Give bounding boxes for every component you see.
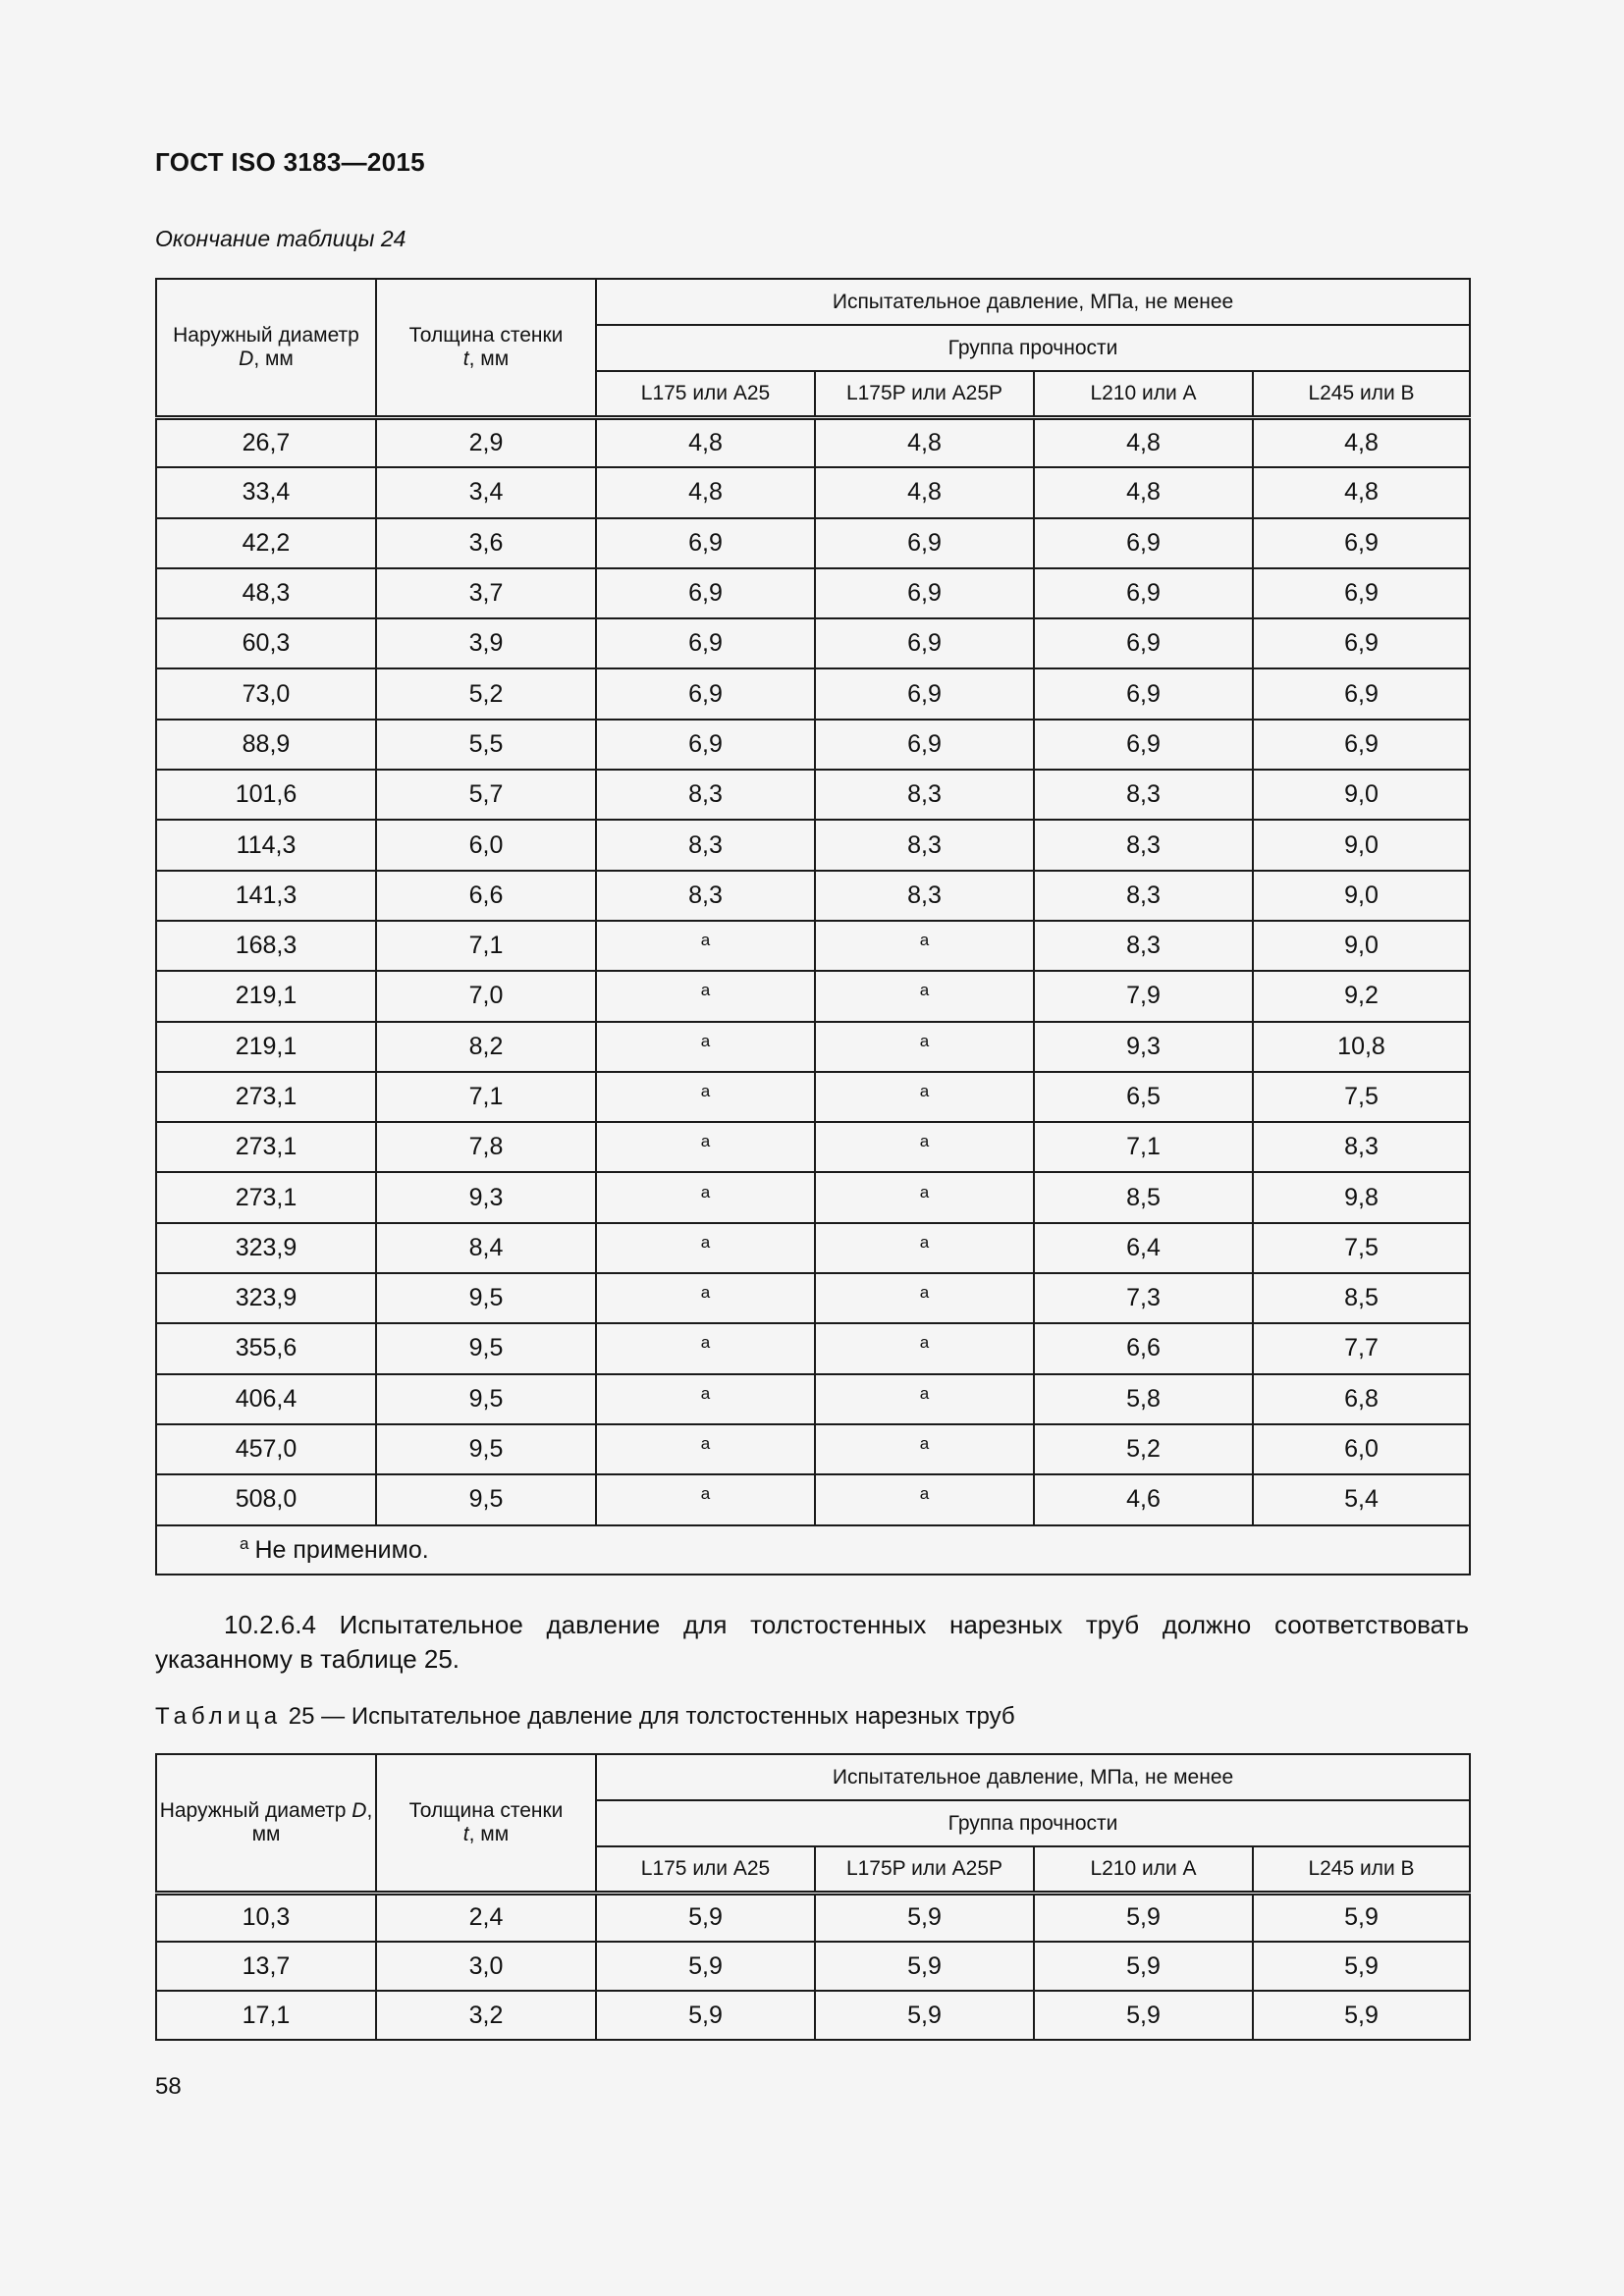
table-cell: 6,9 [596,518,815,568]
footnote-ref: a [700,1232,711,1252]
table-cell: 5,2 [1034,1424,1253,1474]
table-cell: 6,0 [376,820,596,870]
table25-body [156,1893,1470,2040]
table-cell: 219,1 [156,971,376,1021]
table-cell: 7,1 [1034,1122,1253,1172]
table-cell: 8,3 [596,770,815,820]
col-header-group: Группа прочности [596,325,1470,371]
table-cell: 273,1 [156,1072,376,1122]
table-cell: 4,8 [1253,417,1470,467]
table-cell: 457,0 [156,1424,376,1474]
table-cell [815,1424,1034,1474]
col-header-grade: L175 или A25 [596,371,815,417]
table-cell: 6,9 [1034,618,1253,668]
table-cell: 8,3 [1034,820,1253,870]
table-cell: 101,6 [156,770,376,820]
table-row [156,417,1470,467]
footnote-mark: a [240,1534,249,1554]
table-cell: 8,3 [596,871,815,921]
footnote-ref: a [919,1182,930,1201]
table25-caption: Таблица 25 — Испытательное давление для толстостенных нарезных труб [155,1703,1015,1730]
table-row [156,1072,1470,1122]
table-cell: 9,3 [1034,1022,1253,1072]
col-header-grade: L175P или A25P [815,371,1034,417]
table-cell: 7,7 [1253,1323,1470,1373]
table-cell [815,1374,1034,1424]
table-cell [596,1424,815,1474]
table-cell: 6,4 [1034,1223,1253,1273]
table-cell: 5,7 [376,770,596,820]
table-cell: 8,3 [1034,921,1253,971]
table-cell [596,1223,815,1273]
table-cell: 4,8 [1034,467,1253,517]
table-cell: 7,8 [376,1122,596,1172]
table-cell: 48,3 [156,568,376,618]
col-header-grade: L210 или A [1034,371,1253,417]
col-header-grade: L175 или A25 [596,1846,815,1893]
table-cell: 9,5 [376,1273,596,1323]
table25-header [156,1754,1470,1893]
table-row [156,1424,1470,1474]
table-cell: 8,3 [815,871,1034,921]
footnote-ref: a [919,1434,930,1454]
table-row [156,1991,1470,2040]
table-cell: 73,0 [156,668,376,719]
table-cell: 168,3 [156,921,376,971]
table-cell [815,1172,1034,1222]
table-cell [596,1022,815,1072]
footnote-ref: a [700,981,711,1000]
table-cell: 5,9 [1034,1893,1253,1942]
table-cell [596,1072,815,1122]
table-cell [815,1323,1034,1373]
table-cell [815,971,1034,1021]
table-cell: 508,0 [156,1474,376,1524]
table-cell: 5,9 [815,1991,1034,2040]
table-cell: 9,2 [1253,971,1470,1021]
footnote-ref: a [700,1031,711,1050]
table-cell: 5,9 [596,1893,815,1942]
table-row [156,618,1470,668]
footnote-ref: a [700,1333,711,1353]
table-cell: 6,5 [1034,1072,1253,1122]
table-cell: 5,8 [1034,1374,1253,1424]
table-cell [596,921,815,971]
table-cell: 9,8 [1253,1172,1470,1222]
table-cell: 5,9 [1253,1893,1470,1942]
table-row [156,467,1470,517]
table-cell: 6,8 [1253,1374,1470,1424]
table-row [156,1893,1470,1942]
table-cell: 4,6 [1034,1474,1253,1524]
col-header-diameter: Наружный диаметр D, мм [156,1754,376,1893]
table-cell: 8,3 [596,820,815,870]
table-cell [815,1474,1034,1524]
table-cell: 7,3 [1034,1273,1253,1323]
footnote-ref: a [700,1132,711,1151]
table-row [156,1122,1470,1172]
table-cell: 219,1 [156,1022,376,1072]
col-header-grade: L245 или B [1253,1846,1470,1893]
table-cell: 5,5 [376,720,596,770]
footnote-ref: a [919,1484,930,1504]
table-row [156,770,1470,820]
table-cell: 88,9 [156,720,376,770]
col-header-thickness: Толщина стенки t, мм [376,279,596,417]
table-row [156,1273,1470,1323]
table-cell: 5,9 [1034,1942,1253,1991]
table-row [156,1172,1470,1222]
table-cell: 2,9 [376,417,596,467]
table-cell: 4,8 [596,467,815,517]
table-cell [596,1374,815,1424]
footnote-ref: a [700,931,711,950]
table-cell: 9,5 [376,1474,596,1524]
table-cell: 8,3 [815,820,1034,870]
footnote-ref: a [919,1283,930,1303]
table-cell: 5,9 [1034,1991,1253,2040]
table-cell: 4,8 [1253,467,1470,517]
col-header-group: Группа прочности [596,1800,1470,1846]
table-cell: 7,5 [1253,1072,1470,1122]
table-cell: 4,8 [1034,417,1253,467]
table-cell [596,1172,815,1222]
table-cell: 6,9 [596,618,815,668]
footnote-ref: a [919,931,930,950]
table-cell: 6,9 [815,618,1034,668]
table-cell: 9,0 [1253,871,1470,921]
footnote-ref: a [700,1383,711,1403]
table-row [156,1374,1470,1424]
table-cell: 6,9 [1034,568,1253,618]
table-row [156,1323,1470,1373]
table-cell: 5,9 [1253,1942,1470,1991]
table-cell [815,1022,1034,1072]
col-header-diameter: Наружный диаметр D, мм [156,279,376,417]
table-cell: 6,9 [815,720,1034,770]
footnote-text: Не применимо. [254,1536,429,1565]
table-row [156,518,1470,568]
footnote-ref: a [919,1333,930,1353]
table-cell: 141,3 [156,871,376,921]
col-header-grade: L245 или B [1253,371,1470,417]
table-cell: 60,3 [156,618,376,668]
table-cell: 323,9 [156,1273,376,1323]
col-header-pressure: Испытательное давление, МПа, не менее [596,1754,1470,1800]
col-header-pressure: Испытательное давление, МПа, не менее [596,279,1470,325]
table-cell: 17,1 [156,1991,376,2040]
table-cell: 6,9 [815,568,1034,618]
footnote-ref: a [919,1031,930,1050]
table-row [156,568,1470,618]
table-cell: 6,9 [596,720,815,770]
table-cell: 8,3 [1253,1122,1470,1172]
table-cell: 6,9 [1253,618,1470,668]
table-cell: 7,9 [1034,971,1253,1021]
table-cell: 9,5 [376,1374,596,1424]
col-header-grade: L175P или A25P [815,1846,1034,1893]
table-cell: 7,0 [376,971,596,1021]
table-cell [596,1273,815,1323]
table-cell: 8,5 [1253,1273,1470,1323]
table-row [156,1223,1470,1273]
table-cell [596,1474,815,1524]
table-cell [815,1072,1034,1122]
table-cell: 3,9 [376,618,596,668]
table-row [156,668,1470,719]
table25 [155,1753,1471,2041]
table-cell: 8,2 [376,1022,596,1072]
table-row [156,820,1470,870]
table-cell [596,1323,815,1373]
table-cell [815,1122,1034,1172]
table-cell: 8,3 [1034,871,1253,921]
table-cell: 5,9 [815,1942,1034,1991]
table-row [156,1942,1470,1991]
page-number: 58 [155,2073,182,2100]
table-cell: 6,9 [815,518,1034,568]
table-cell: 10,3 [156,1893,376,1942]
table-cell: 5,9 [596,1991,815,2040]
table-row [156,1022,1470,1072]
footnote-ref: a [919,1132,930,1151]
table-cell: 42,2 [156,518,376,568]
table-cell: 5,9 [596,1942,815,1991]
table-row [156,871,1470,921]
table-cell: 8,3 [1034,770,1253,820]
table-row [156,921,1470,971]
table-cell: 6,9 [1034,668,1253,719]
table-cell: 6,9 [1253,568,1470,618]
table-cell: 10,8 [1253,1022,1470,1072]
table-cell: 273,1 [156,1172,376,1222]
table-cell: 6,9 [1253,720,1470,770]
footnote-ref: a [919,981,930,1000]
col-header-grade: L210 или A [1034,1846,1253,1893]
table-cell: 3,4 [376,467,596,517]
table-cell: 3,7 [376,568,596,618]
footnote-ref: a [700,1082,711,1100]
table-cell: 6,6 [376,871,596,921]
table-cell: 26,7 [156,417,376,467]
table-cell: 9,0 [1253,820,1470,870]
table-cell: 273,1 [156,1122,376,1172]
table-cell: 8,4 [376,1223,596,1273]
table-cell: 6,9 [1253,518,1470,568]
footnote-ref: a [700,1283,711,1303]
footnote-ref: a [919,1232,930,1252]
table-cell: 5,2 [376,668,596,719]
table-cell: 6,9 [596,568,815,618]
table-cell: 8,5 [1034,1172,1253,1222]
table24 [155,278,1471,1575]
table24-header [156,279,1470,417]
footnote-ref: a [700,1434,711,1454]
table-cell: 406,4 [156,1374,376,1424]
table-row [156,1474,1470,1524]
table-row [156,720,1470,770]
footnote-ref: a [700,1484,711,1504]
table-cell: 6,9 [815,668,1034,719]
table-cell [815,921,1034,971]
table-cell: 4,8 [596,417,815,467]
paragraph-10-2-6-4: 10.2.6.4 Испытательное давление для толстостенных нарезных труб должно соответствовать указанному в таблице 25. [155,1610,1469,1674]
table-cell: 6,9 [596,668,815,719]
table-cell: 33,4 [156,467,376,517]
table-cell: 3,0 [376,1942,596,1991]
table-cell: 5,4 [1253,1474,1470,1524]
table-cell: 6,9 [1034,720,1253,770]
col-header-thickness: Толщина стенки t, мм [376,1754,596,1893]
table-cell [815,1273,1034,1323]
table-cell [596,1122,815,1172]
table-cell: 7,1 [376,921,596,971]
table-cell: 5,9 [815,1893,1034,1942]
document-title: ГОСТ ISO 3183—2015 [155,147,425,177]
table-cell: 7,1 [376,1072,596,1122]
table-cell: 3,2 [376,1991,596,2040]
table-cell: 8,3 [815,770,1034,820]
table24-body [156,417,1470,1525]
table-cell: 9,0 [1253,921,1470,971]
table-cell: 3,6 [376,518,596,568]
table-cell: 114,3 [156,820,376,870]
footnote-ref: a [919,1383,930,1403]
table-cell: 5,9 [1253,1991,1470,2040]
table24-caption: Окончание таблицы 24 [155,226,406,251]
table-cell [596,971,815,1021]
table-cell: 323,9 [156,1223,376,1273]
table-cell: 9,3 [376,1172,596,1222]
table-cell: 6,0 [1253,1424,1470,1474]
table-cell: 9,5 [376,1323,596,1373]
table24-footnote [156,1525,1470,1575]
table-cell: 4,8 [815,417,1034,467]
footnote-ref: a [700,1182,711,1201]
table-cell: 355,6 [156,1323,376,1373]
footnote-ref: a [919,1082,930,1100]
table-cell: 9,0 [1253,770,1470,820]
table-cell: 6,9 [1034,518,1253,568]
table-cell: 13,7 [156,1942,376,1991]
table-cell: 7,5 [1253,1223,1470,1273]
table-cell [815,1223,1034,1273]
table-row [156,971,1470,1021]
table-cell: 6,6 [1034,1323,1253,1373]
table-cell: 9,5 [376,1424,596,1474]
table-cell: 6,9 [1253,668,1470,719]
table-cell: 4,8 [815,467,1034,517]
table-cell: 2,4 [376,1893,596,1942]
